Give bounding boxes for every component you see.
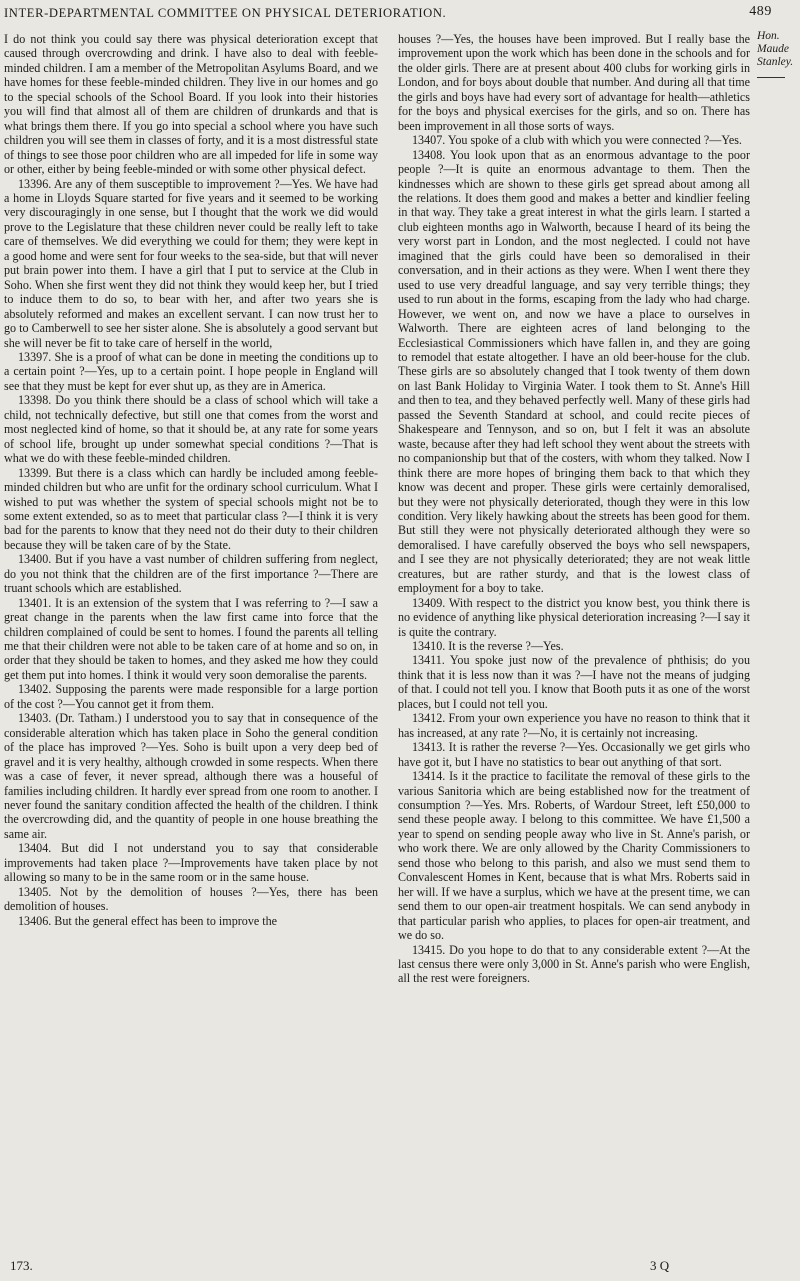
- paragraph: 13405. Not by the demolition of houses ?—Yes, there has been demolition of houses.: [4, 884, 378, 914]
- left-column: [4, 32, 378, 928]
- margin-rule: [757, 77, 785, 78]
- paragraph: 13412. From your own experience you have no reason to think that it has increased, at any rate ?—No, it is certainly not increasing.: [398, 711, 750, 740]
- paragraph: 13411. You spoke just now of the prevalence of phthisis; do you think that it is less now than it was ?—I have not the means of judging of that. I could not tell you. I know that Booth puts it as one of the worst places, but I could not tell you.: [398, 653, 750, 711]
- paragraph: 13404. But did I not understand you to say that considerable improvements had taken place ?—Improvements have taken place by not allowing so many to be in the same room or in the same house.: [4, 841, 378, 885]
- paragraph: houses ?—Yes, the houses have been improved. But I really base the improvement upon the work which has been done in the schools and for the older girls. There are at present about 400 clubs for working girls in London, and for boys about double that number. And during all that time the girls and boys have had every sort of advantage for health—athletics for the boys and physical exercises for the girls, and so on. There has been improvement in all those sorts of ways.: [398, 32, 751, 133]
- witness-margin-note: [757, 30, 800, 78]
- paragraph: 13400. But if you have a vast number of children suffering from neglect, do you not think that the children are of the first importance ?—There are truant schools which are established.: [4, 552, 378, 596]
- right-column: [398, 32, 750, 986]
- paragraph: 13397. She is a proof of what can be done in meeting the conditions up to a certain point ?—Yes, up to a certain point. I hope people in England will see that they must be kept for ever shut up, as they are in America.: [4, 349, 378, 393]
- witness-name-line2: Stanley.: [757, 56, 794, 68]
- header-title: INTER-DEPARTMENTAL COMMITTEE ON PHYSICAL DETERIORATION.: [4, 6, 447, 20]
- paragraph: 13414. Is it the practice to facilitate the removal of these girls to the various Sanitoria which are being established now for the treatment of consumption ?—Yes. Mrs. Roberts, of Wardour Street, left £50,000 to send these people away. I belong to this committee. We have £1,500 a year to spend on sending people away who live in St. Anne's parish, or who work there. We are only allowed by the Charity Commissioners to send those who belong to this parish, and also we must send them to Convalescent Homes in Kent, because that is what Mrs. Roberts said in her will. If we have a surplus, which we have at the present time, we can send them to our open-air treatment hospitals. We can send anybody in that particular parish who applies, to places for open-air treatment, and we do so.: [398, 769, 750, 943]
- paragraph: 13407. You spoke of a club with which you were connected ?—Yes.: [412, 133, 742, 148]
- paragraph: 13413. It is rather the reverse ?—Yes. Occasionally we get girls who have got it, but I have no statistics to bear out anything of that sort.: [398, 740, 750, 769]
- paragraph: 13398. Do you think there should be a class of school which will take a child, not technically defective, but still one that comes from the worst and most neglected kind of home, so that it should be, at any rate for some years of school life, brought up under somewhat special conditions ?—That is what we do with these feeble-minded children.: [4, 393, 378, 466]
- page-number: 489: [749, 4, 772, 19]
- paragraph: 13402. Supposing the parents were made responsible for a large portion of the cost ?—You cannot get it from them.: [4, 682, 378, 711]
- paragraph: 13408. You look upon that as an enormous advantage to the poor people ?—It is quite an enormous advantage to them. Then the kindnesses which are shown to these girls get spread about among all the relations. It does them good and makes a better and kindlier feeling in that way. They take a great interest in what the girls learn. I started a club eighteen months ago in Walworth, because I heard of its being the very worst part in London, and the most neglected. I could not have imagined that the girls could have been so demoralised in their conversation, and in their actions as they were. When I went there they used to use very dreadful language, and say very terrible things; they used to run about in the forms, escaping from the lady who had charge. However, we went on, and now we have a place to ourselves in Walworth. There are eighteen acres of land belonging to the Ecclesiastical Commissioners which have fallen in, and they are going to remodel that estate altogether. I have an old beer-house for the club. These girls are so absolutely changed that I took twenty of them down on last Bank Holiday to Virginia Water. I took them to St. Anne's Hill and then to tea, and they behaved perfectly well. Many of these girls had passed the Seventh Standard at school, and could recite pieces of Shakespeare and Tennyson, and so on, but I felt it was an absolute waste, because after they had left school they went about the streets with no companionship but that of the costers, with whom they talked. Now I think there are more hopes of bringing them back to that which they know was decent and proper. These girls were certainly demoralised, but they were not physically deteriorated, though they were in this low condition. Very likely hawking about the streets has been good for them. But still they were not physically deteriorated although they were so demoralised. I have carefully observed the boys who sell newspapers, and I see they are not physically deteriorated; they are not weak little creatures, but are rather sturdy, and that is the lowest class of employment for a boy to take.: [398, 147, 750, 596]
- paragraph: 13403. (Dr. Tatham.) I understood you to say that in consequence of the considerable alteration which has taken place in Soho the general condition of the place has improved ?—Yes. Soho is built upon a very deep bed of gravel and it is very healthy, although crowded in some respects. When there was a case of fever, it never spread, although there was a houseful of families including children. It hardly ever spread from one room to another. I never found the sanitary condition affected the health of the children. I think the overcrowding did, and the quantity of people in one house breathing the same air.: [4, 711, 378, 841]
- paragraph: 13399. But there is a class which can hardly be included among feeble-minded children but who are unfit for the ordinary school curriculum. What I wished to put was whether the system of special schools might not be to some extent extended, so as to meet that particular class ?—I think it is very bad for the parents to know that they need not do their duty to their children because they will be taken care of by the State.: [4, 465, 378, 552]
- paragraph: 13409. With respect to the district you know best, you think there is no evidence of anything like physical deterioration increasing ?—I say it is quite the contrary.: [398, 595, 750, 639]
- paragraph: I do not think you could say there was physical deterioration except that caused through overcrowding and drink. I have also to deal with feeble-minded children. I am a member of the Metropolitan Asylums Board, and we have homes for these feeble-minded children. They live in our homes and go to the special schools of the School Board. If you look into their histories you will find that almost all of them are children of drunkards and that is what brings them there. If you go into special a school where you have such children you will see them in classes of forty, and it is a most distressful state of things to see those poor children who are all impeded for life in some way or other, either by being feeble-minded or with some other physical defect.: [4, 32, 378, 177]
- paragraph: 13396. Are any of them susceptible to improvement ?—Yes. We have had a home in Lloyds Square started for five years and it seemed to be working very discouragingly in one sense, but I thought that the work we did would prove to the Legislature that these children never could be really left to take care of themselves. We did everything we could for them; they were kept in a good home and were sent for four weeks to the sea-side, but that will never put brain power into them. I have a girl that I put to service at the Club in Soho. When she first went they did not think they would keep her, but I tried to induce them to do so, to bear with her, and after two years she is absolutely reformed and makes an excellent servant. I can now trust her to go to Camberwell to see her sister alone. She is absolutely a good servant but she will never be fit to take care of herself in the world,: [4, 176, 378, 350]
- paragraph: 13406. But the general effect has been to improve the: [18, 913, 278, 928]
- witness-name-line1: Hon. Maude: [757, 30, 789, 55]
- paragraph: 13401. It is an extension of the system that I was referring to ?—I saw a great change in the parents when the law first came into force that the children complained of could be sent to homes. I found the parents all telling me that their children were not able to be taken care of at home and so on, in order that they should be taken to homes, and they asked me how they could get them put into homes. I think it would very soon demoralise the parents.: [4, 595, 378, 682]
- signature-mark-left: 173.: [10, 1258, 33, 1273]
- paragraph: 13410. It is the reverse ?—Yes.: [412, 639, 564, 654]
- signature-mark-right: 3 Q: [650, 1258, 670, 1273]
- paragraph: 13415. Do you hope to do that to any considerable extent ?—At the last census there were only 3,000 in St. Anne's parish who were English, all the rest were foreigners.: [398, 942, 750, 986]
- running-header: [4, 6, 796, 28]
